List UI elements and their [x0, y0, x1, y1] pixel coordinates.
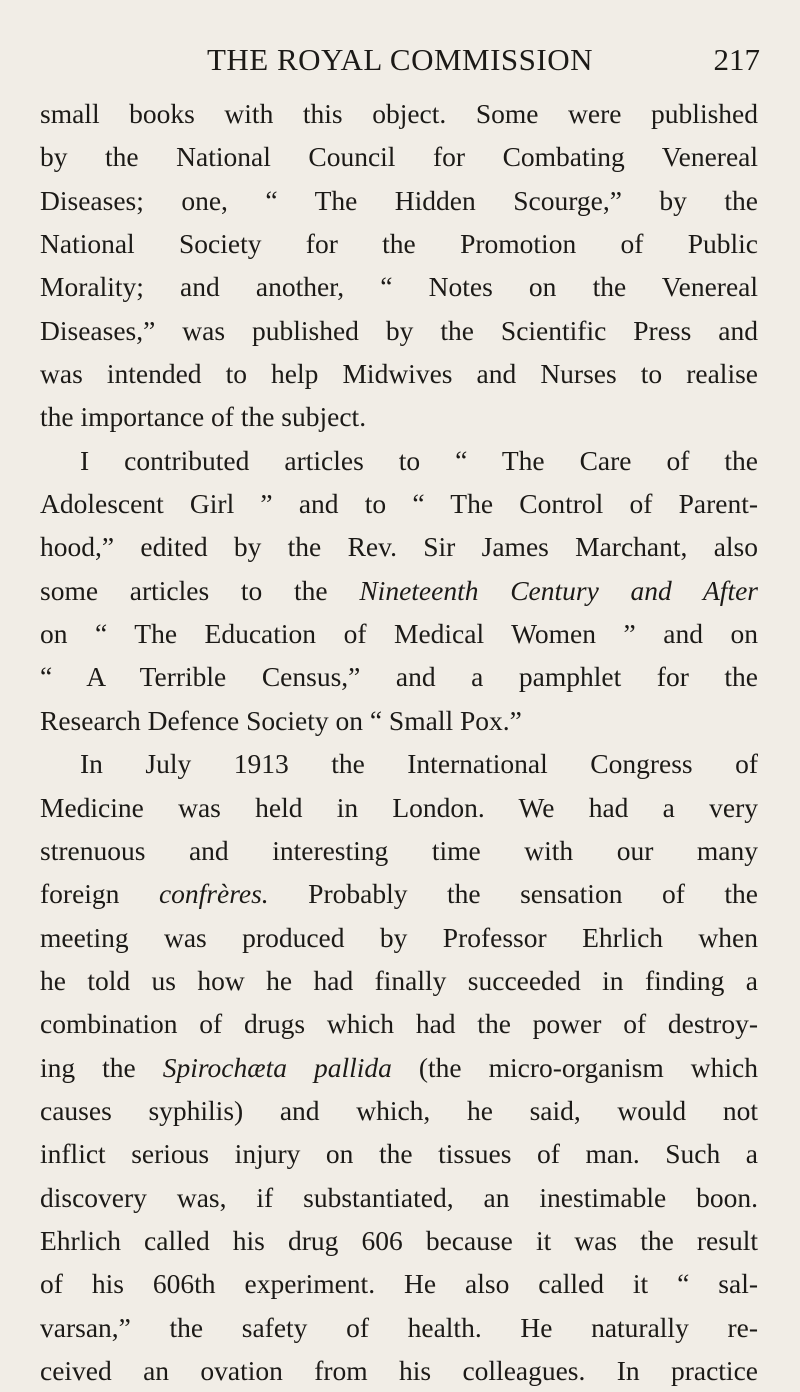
text-run: some articles to the [40, 574, 360, 606]
text-line: Medicine was held in London. We had a very [40, 791, 758, 823]
text-line: inflict serious injury on the tissues of man. Such a [40, 1138, 758, 1170]
text-line: ceived an ovation from his colleagues. In practice [40, 1354, 758, 1386]
italic-species-name: Spirochæta pallida [162, 1051, 392, 1083]
text-line: combination of drugs which had the power of destroy- [40, 1008, 758, 1040]
text-line: small books with this object. Some were published [40, 98, 758, 129]
text-line: was intended to help Midwives and Nurses to realise [40, 358, 758, 390]
text-line: National Society for the Promotion of Public [40, 228, 758, 260]
running-title: THE ROYAL COMMISSION [206, 42, 594, 77]
text-line: Ehrlich called his drug 606 because it was the result [40, 1224, 758, 1256]
text-line-with-italic [40, 569, 758, 612]
text-line: he told us how he had finally succeeded in finding a [40, 964, 758, 996]
text-line-with-italic [40, 1046, 758, 1089]
text-line: discovery was, if substantiated, an inestimable boon. [40, 1181, 758, 1213]
text-line: Morality; and another, “ Notes on the Venereal [40, 271, 758, 303]
paragraph-start-line: In July 1913 the International Congress of [80, 748, 758, 780]
text-line: strenuous and interesting time with our many [40, 834, 758, 866]
text-line: on “ The Education of Medical Women ” and on [40, 618, 758, 650]
text-run: ing the [40, 1051, 163, 1083]
paragraph-start-line: I contributed articles to “ The Care of the [80, 444, 758, 476]
text-line: hood,” edited by the Rev. Sir James Marchant, also [40, 531, 758, 563]
text-line: “ A Terrible Census,” and a pamphlet for the [40, 661, 758, 693]
text-line: by the National Council for Combating Venereal [40, 141, 758, 173]
paragraph-end-line: the importance of the subject. [40, 401, 367, 433]
text-line: causes syphilis) and which, he said, would not [40, 1094, 758, 1126]
text-line: varsan,” the safety of health. He naturally re- [40, 1311, 758, 1343]
text-line: of his 606th experiment. He also called it “ sal- [40, 1268, 758, 1300]
body-text [40, 92, 758, 1392]
text-line: Diseases; one, “ The Hidden Scourge,” by the [40, 184, 758, 216]
text-line: meeting was produced by Professor Ehrlich when [40, 921, 758, 953]
text-run: Probably the sensation of the [268, 878, 758, 910]
text-run: (the micro-organism which [391, 1051, 758, 1083]
paragraph-end-line: Research Defence Society on “ Small Pox.” [40, 704, 522, 736]
text-line: Diseases,” was published by the Scientific Press and [40, 314, 758, 346]
text-line-with-italic [40, 872, 758, 915]
text-line: Adolescent Girl ” and to “ The Control of Parent- [40, 488, 758, 520]
running-head [40, 40, 760, 80]
italic-title: Nineteenth Century and After [359, 574, 758, 606]
page-number: 217 [713, 42, 760, 77]
text-run: foreign [40, 878, 159, 910]
italic-term: confrères. [158, 878, 269, 910]
